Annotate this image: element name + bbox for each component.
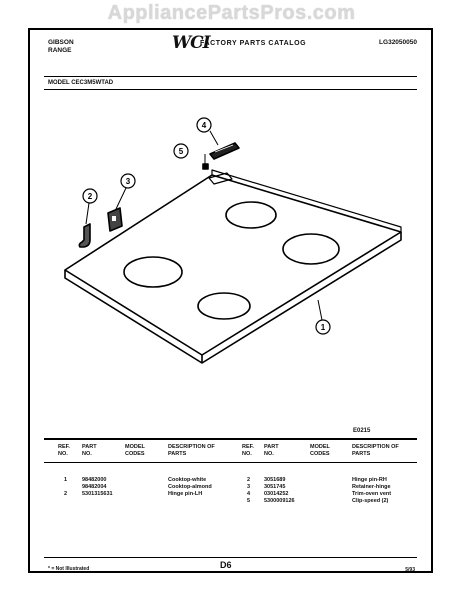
table-cell-desc: Trim-oven vent xyxy=(352,491,392,497)
callout-5: 5 xyxy=(178,147,184,156)
table-cell-desc: Cooktop-white xyxy=(168,477,207,483)
callout-1: 1 xyxy=(320,323,326,332)
table-cell-desc: Hinge pin-LH xyxy=(168,491,203,497)
col-header-ref: REF. NO. xyxy=(58,444,70,457)
diagram-id: E0215 xyxy=(353,428,371,434)
table-cell-part: 3051745 xyxy=(264,484,286,490)
col-header-model: MODEL CODES xyxy=(310,444,330,457)
table-cell-desc: Hinge pin-RH xyxy=(352,477,387,483)
col-header-desc: DESCRIPTION OF PARTS xyxy=(168,444,215,457)
trim-oven-vent xyxy=(210,143,239,159)
model-number: MODEL CEC3M5WTAD xyxy=(48,80,114,86)
brand-name: GIBSON xyxy=(48,39,74,46)
cooktop-panel xyxy=(65,175,401,355)
catalog-code: LG32050050 xyxy=(379,39,417,46)
table-cell-ref: 2 xyxy=(247,477,251,483)
catalog-title: FACTORY PARTS CATALOG xyxy=(200,40,307,47)
footer-rule xyxy=(44,557,417,558)
table-cell-desc: Clip-speed (2) xyxy=(352,498,389,504)
not-illustrated-note: * = Not Illustrated xyxy=(48,566,90,572)
col-header-model: MODEL CODES xyxy=(125,444,145,457)
table-cell-desc: Cooktop-almond xyxy=(168,484,212,490)
table-header-rule xyxy=(44,462,417,463)
table-cell-ref: 2 xyxy=(64,491,68,497)
brand-block xyxy=(48,39,74,54)
table-cell-ref: 5 xyxy=(247,498,251,504)
callout-2: 2 xyxy=(87,192,93,201)
table-cell-part: 03014252 xyxy=(264,491,289,497)
col-header-desc: DESCRIPTION OF PARTS xyxy=(352,444,399,457)
table-cell-ref: 1 xyxy=(64,477,68,483)
col-header-part: PART NO. xyxy=(82,444,97,457)
page-number: D6 xyxy=(220,560,232,570)
callout-4: 4 xyxy=(201,121,207,130)
table-cell-ref: 4 xyxy=(247,491,251,497)
product-type: RANGE xyxy=(48,46,72,54)
callout-3: 3 xyxy=(125,177,131,186)
col-header-part: PART NO. xyxy=(264,444,279,457)
model-divider xyxy=(44,89,417,90)
col-header-ref: REF. NO. xyxy=(242,444,254,457)
table-cell-part: 98482000 xyxy=(82,477,107,483)
header-divider xyxy=(44,76,417,77)
exploded-parts-diagram xyxy=(28,100,433,430)
table-cell-part: 3051689 xyxy=(264,477,286,483)
table-cell-desc: Retainer-hinge xyxy=(352,484,391,490)
table-cell-part: 5301315631 xyxy=(82,491,113,497)
table-cell-part: 98482004 xyxy=(82,484,107,490)
table-cell-part: 5300009126 xyxy=(264,498,295,504)
wci-logo: WCI xyxy=(172,33,210,53)
hinge-pin xyxy=(79,224,90,247)
speed-clip xyxy=(203,164,208,169)
site-watermark: AppliancePartsPros.com xyxy=(107,2,356,24)
table-top-rule xyxy=(44,438,417,440)
table-cell-ref: 3 xyxy=(247,484,251,490)
revision-date: 5/93 xyxy=(405,567,415,573)
